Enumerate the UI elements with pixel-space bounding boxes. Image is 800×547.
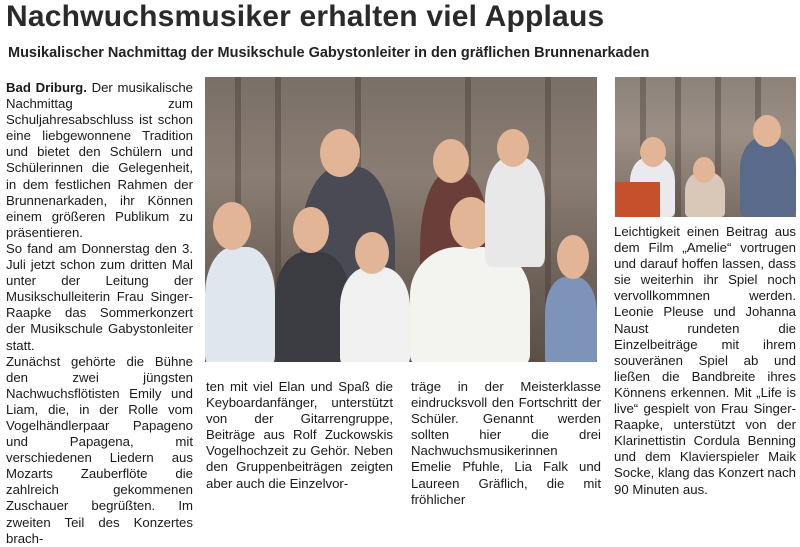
article-headline: Nachwuchsmusiker erhalten viel Applaus <box>6 0 605 33</box>
paragraph: Leichtigkeit einen Beitrag aus dem Film „Amelie“ vortrugen und darauf hoffen lassen, dass sie weiterhin ihr Spiel noch vervollkommnen werden. Leonie Pleuse und Johanna Naust rundeten die Einzelbeiträge mit ihrem souveränen Spiel ab und ließen die Bandbreite ihres Könnens erkennen. Mit „Life is live“ gespielt von Frau Singer-Raapke, unterstützt von der Klarinettistin Cordula Benning und dem Klavierspieler Maik Socke, klang das Konzert nach 90 Minuten aus. <box>614 224 796 497</box>
paragraph <box>6 80 193 241</box>
text-column-1 <box>6 80 193 547</box>
text-column-3 <box>411 379 601 508</box>
dateline: Bad Driburg. <box>6 80 87 95</box>
paragraph: So fand am Donnerstag den 3. Juli jetzt schon zum dritten Mal unter der Leitung der Musikschulleiterin Frau Singer-Raapke das Sommerkonzert der Musikschule Gabystonleiter statt. <box>6 240 193 353</box>
group-photo <box>205 77 597 362</box>
text-column-2 <box>206 379 393 492</box>
article-subheadline: Musikalischer Nachmittag der Musikschule Gabystonleiter in den gräflichen Brunnenarkaden <box>8 45 650 61</box>
paragraph-text: Der musikalische Nachmittag zum Schuljahresabschluss ist schon eine liebgewonnene Tradition und bietet den Schülern und Schülerinnen die Gelegenheit, in dem festlichen Rahmen der Brunnenarkaden, ihr Können einem größeren Publikum zu präsentieren. <box>6 80 193 240</box>
performance-photo <box>615 77 796 217</box>
paragraph: träge in der Meisterklasse eindrucksvoll den Fortschritt der Schüler. Genannt werden sollten hier die drei Nachwuchsmusikerinnen Emelie Pfuhle, Lia Falk und Laureen Gräflich, die mit fröhlicher <box>411 379 601 507</box>
paragraph: ten mit viel Elan und Spaß die Keyboardanfänger, unterstützt von der Gitarrengruppe, Beiträge aus Rolf Zuckowskis Vogelhochzeit zu Gehör. Neben den Gruppenbeiträgen zeigten aber auch die Einzelvor- <box>206 379 393 491</box>
text-column-4 <box>614 224 796 498</box>
paragraph: Zunächst gehörte die Bühne den zwei jüngsten Nachwuchsflötisten Emily und Liam, die, in der Rolle vom Vogelhändlerpaar Papageno und Papagena, mit verschiedenen Liedern aus Mozarts Zauberflöte die zahlreich gekommenen Zuschauer begrüßten. Im zweiten Teil des Konzertes brach- <box>6 353 193 546</box>
